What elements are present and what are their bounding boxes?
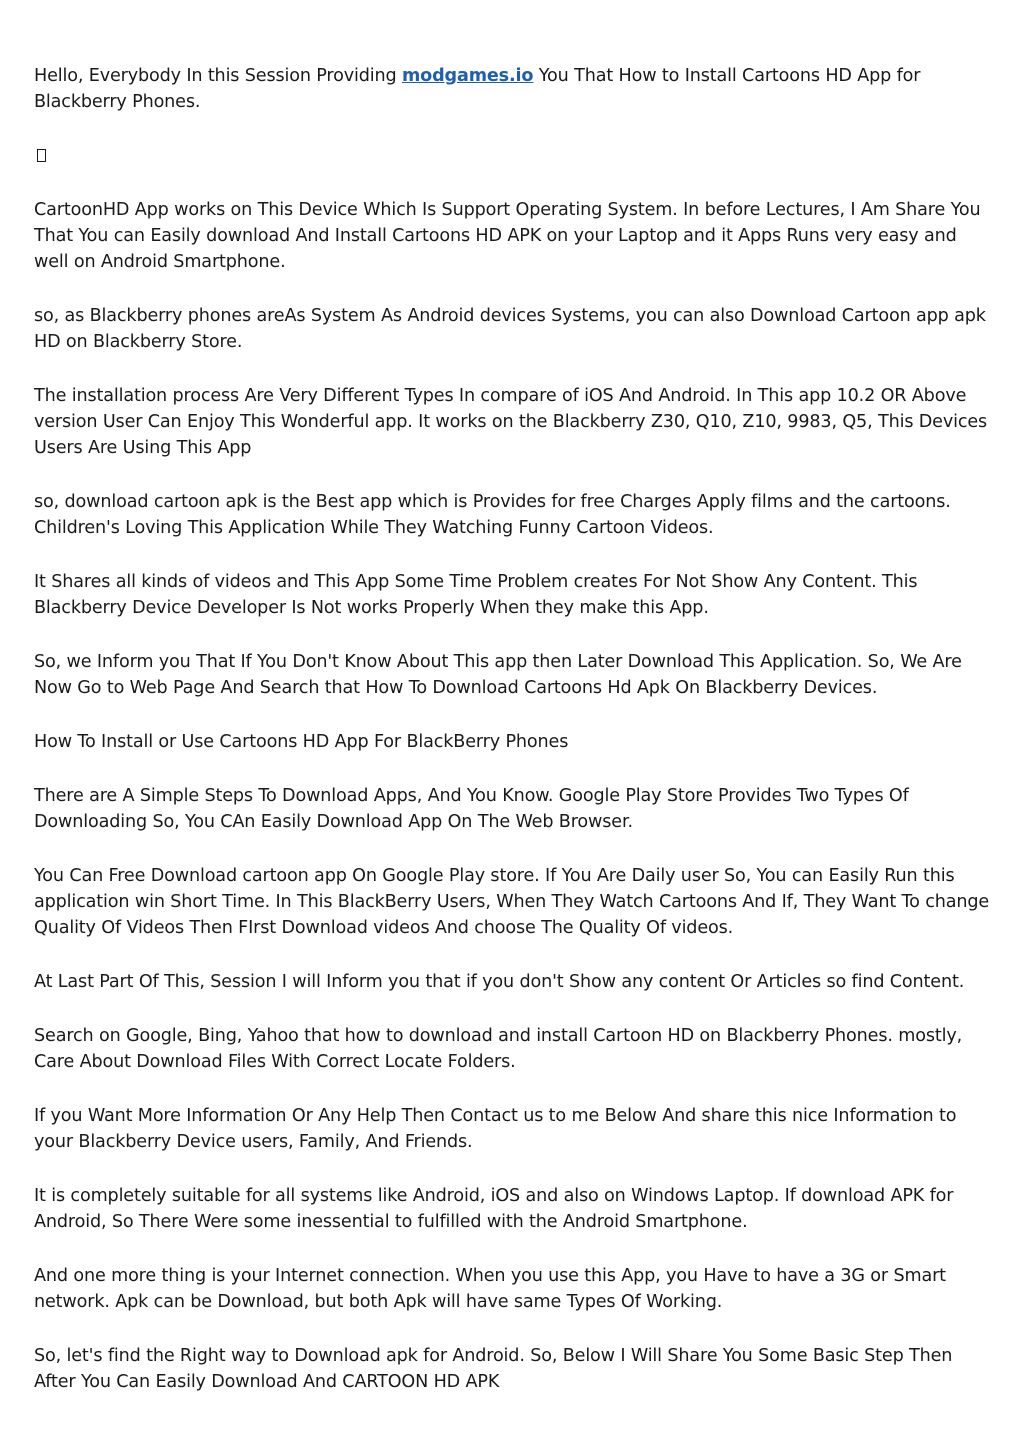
section-heading: How To Install or Use Cartoons HD App For BlackBerry Phones [34, 732, 569, 752]
paragraph: So, we Inform you That If You Don't Know About This app then Later Download This Application. So, We Are Now Go to Web Page And Search that How To Download Cartoons Hd Apk On Blackberry Devices. [34, 652, 962, 698]
missing-image-icon [37, 149, 46, 162]
intro-text-before-link: Hello, Everybody In this Session Providing [34, 66, 402, 86]
paragraph: And one more thing is your Internet connection. When you use this App, you Have to have a 3G or Smart network. Apk can be Download, but both Apk will have same Types Of Working. [34, 1266, 946, 1312]
paragraph: so, as Blackberry phones areAs System As Android devices Systems, you can also Download Cartoon app apk HD on Blackberry Store. [34, 306, 986, 352]
document-body [34, 63, 992, 1423]
paragraph: You Can Free Download cartoon app On Google Play store. If You Are Daily user So, You can Easily Run this application win Short Time. In This BlackBerry Users, When They Watch Cartoons And If, They Want To change Quality Of Videos Then FIrst Download videos And choose The Quality Of videos. [34, 866, 990, 938]
intro-paragraph [34, 63, 992, 115]
intro-text-after-link: You That How to Install Cartoons HD App for Blackberry Phones. [34, 66, 921, 112]
paragraph: It Shares all kinds of videos and This App Some Time Problem creates For Not Show Any Content. This Blackberry Device Developer Is Not works Properly When they make this App. [34, 572, 918, 618]
image-placeholder-row [34, 143, 992, 169]
paragraph: It is completely suitable for all systems like Android, iOS and also on Windows Laptop. If download APK for Android, So There Were some inessential to fulfilled with the Android Smartphone. [34, 1186, 954, 1232]
paragraph: So, let's find the Right way to Download apk for Android. So, Below I Will Share You Some Basic Step Then After You Can Easily Download And CARTOON HD APK [34, 1346, 953, 1392]
paragraph: There are A Simple Steps To Download Apps, And You Know. Google Play Store Provides Two Types Of Downloading So, You CAn Easily Download App On The Web Browser. [34, 786, 909, 832]
modgames-link[interactable]: modgames.io [401, 66, 534, 86]
paragraph: Search on Google, Bing, Yahoo that how to download and install Cartoon HD on Blackberry Phones. mostly, Care About Download Files With Correct Locate Folders. [34, 1026, 963, 1072]
paragraph: so, download cartoon apk is the Best app which is Provides for free Charges Apply films and the cartoons. Children's Loving This Application While They Watching Funny Cartoon Videos. [34, 492, 951, 538]
paragraph: CartoonHD App works on This Device Which Is Support Operating System. In before Lectures, I Am Share You That You can Easily download And Install Cartoons HD APK on your Laptop and it Apps Runs very easy and well on Android Smartphone. [34, 200, 981, 272]
paragraph: At Last Part Of This, Session I will Inform you that if you don't Show any content Or Articles so find Content. [34, 972, 965, 992]
paragraph: The installation process Are Very Different Types In compare of iOS And Android. In This app 10.2 OR Above version User Can Enjoy This Wonderful app. It works on the Blackberry Z30, Q10, Z10, 9983, Q5, This Devices Users Are Using This App [34, 386, 988, 458]
paragraph: If you Want More Information Or Any Help Then Contact us to me Below And share this nice Information to your Blackberry Device users, Family, And Friends. [34, 1106, 957, 1152]
